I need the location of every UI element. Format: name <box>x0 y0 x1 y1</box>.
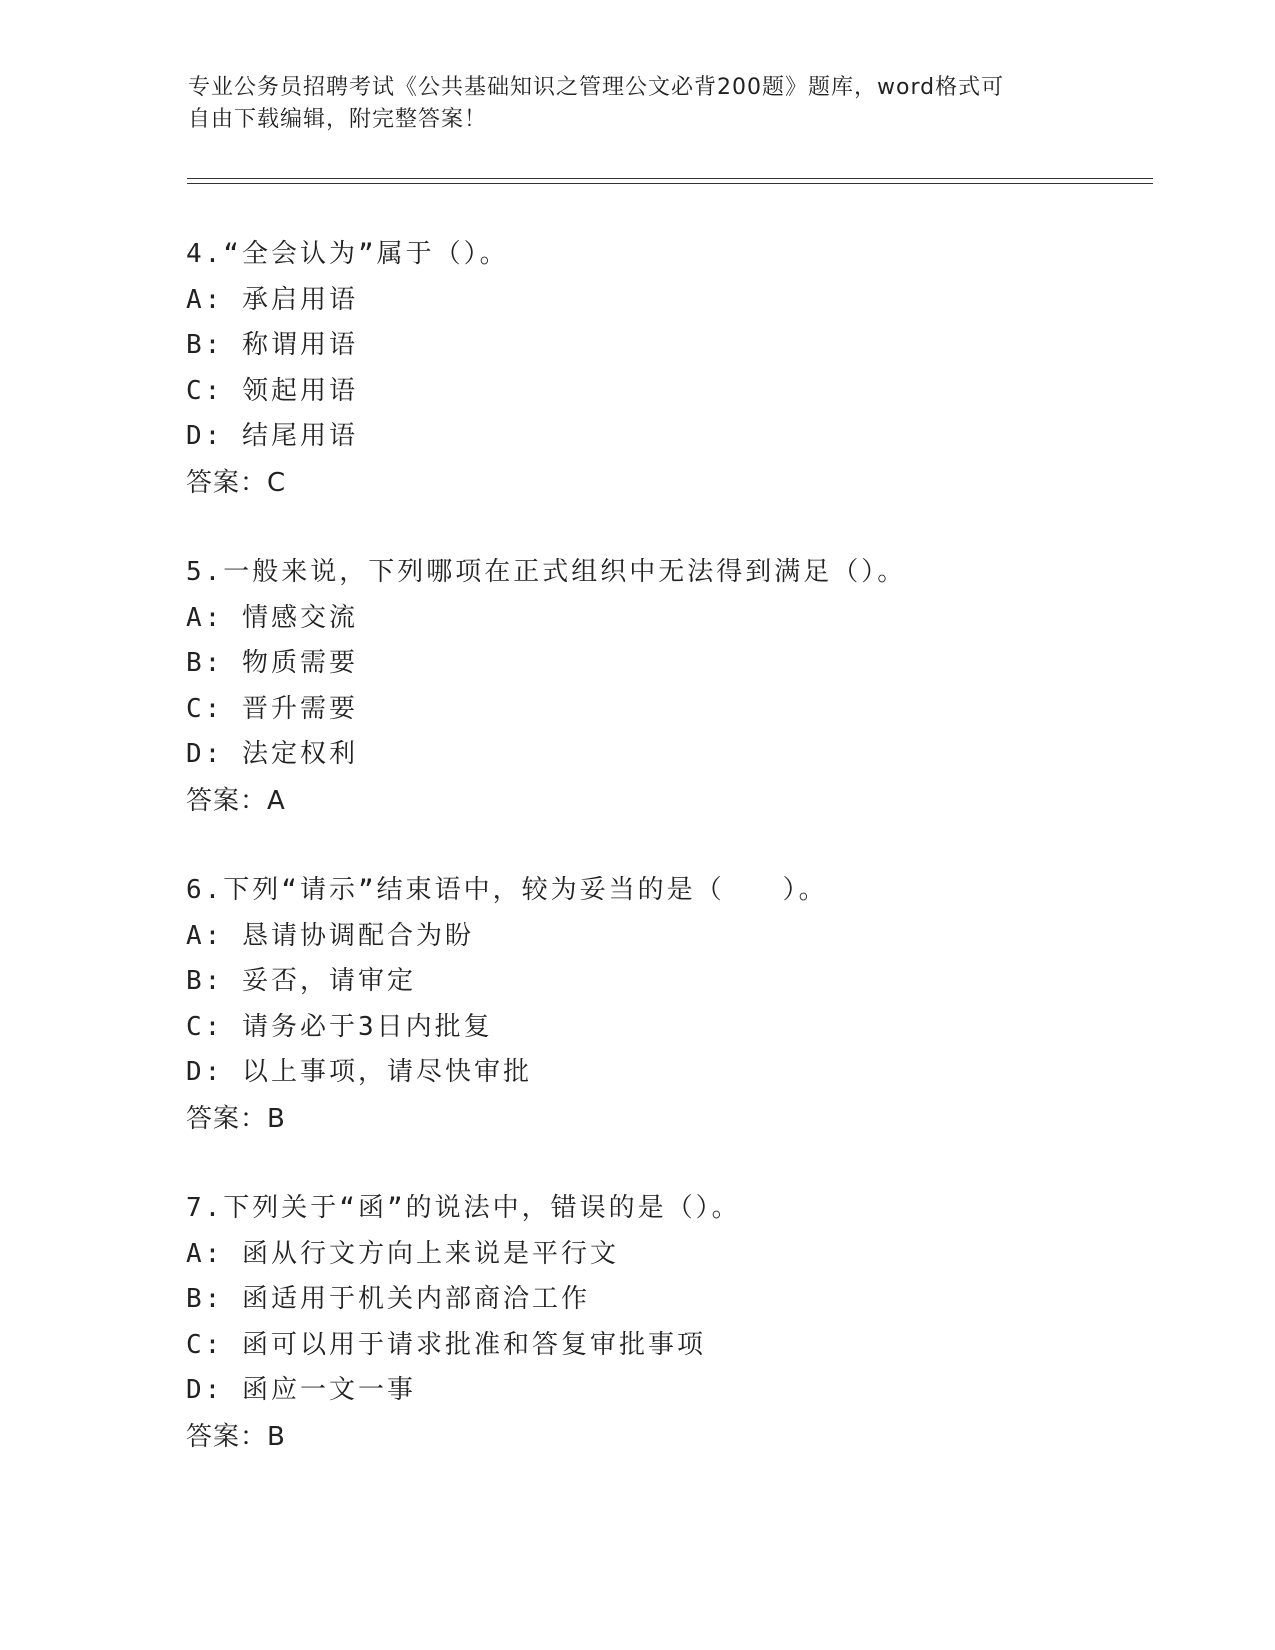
answer: 答案：B <box>186 1103 286 1134</box>
option-b: B: 妥否，请审定 <box>186 966 416 996</box>
option-a: A: 恳请协调配合为盼 <box>186 920 474 951</box>
option-d: D: 结尾用语 <box>186 421 358 451</box>
question-block <box>186 232 509 506</box>
question-stem: 4.“全会认为”属于（）。 <box>186 239 509 269</box>
option-c: C: 函可以用于请求批准和答复审批事项 <box>186 1329 706 1360</box>
question-block <box>186 550 906 824</box>
option-a: A: 函从行文方向上来说是平行文 <box>186 1238 619 1269</box>
option-d: D: 函应一文一事 <box>186 1375 416 1405</box>
option-c: C: 请务必于3日内批复 <box>186 1011 493 1042</box>
option-d: D: 法定权利 <box>186 739 358 769</box>
option-d: D: 以上事项，请尽快审批 <box>186 1057 532 1087</box>
option-b: B: 物质需要 <box>186 648 358 678</box>
question-stem: 7.下列关于“函”的说法中，错误的是（）。 <box>186 1193 741 1223</box>
question-block <box>186 868 828 1142</box>
option-b: B: 函适用于机关内部商洽工作 <box>186 1284 590 1314</box>
header-rule-top <box>187 178 1153 179</box>
document-header <box>188 72 1088 136</box>
answer: 答案：B <box>186 1421 286 1452</box>
option-c: C: 领起用语 <box>186 375 358 406</box>
answer: 答案：C <box>186 467 287 498</box>
option-a: A: 情感交流 <box>186 602 358 633</box>
question-stem: 5.一般来说，下列哪项在正式组织中无法得到满足（）。 <box>186 557 907 587</box>
option-c: C: 晋升需要 <box>186 693 358 724</box>
option-b: B: 称谓用语 <box>186 330 358 360</box>
answer: 答案：A <box>186 785 286 816</box>
header-line-2: 自由下载编辑，附完整答案！ <box>188 107 488 132</box>
option-a: A: 承启用语 <box>186 284 358 315</box>
header-line-1: 专业公务员招聘考试《公共基础知识之管理公文必背200题》题库，word格式可 <box>188 75 1005 100</box>
header-rule-bottom <box>187 183 1153 184</box>
question-block <box>186 1186 741 1460</box>
question-stem: 6.下列“请示”结束语中，较为妥当的是（ ）。 <box>186 875 828 905</box>
